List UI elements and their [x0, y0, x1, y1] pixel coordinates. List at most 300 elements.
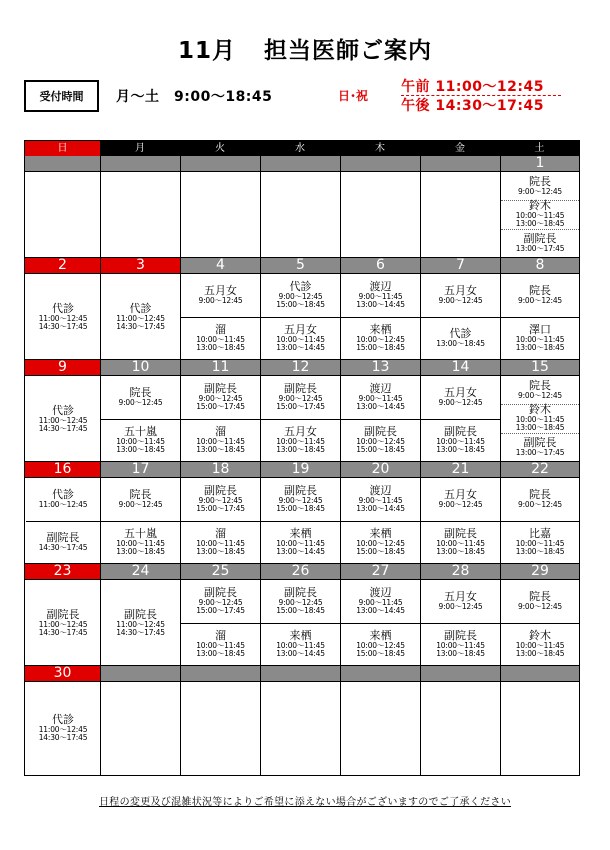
day-cell — [261, 274, 340, 359]
weekday-header-cell: 月 — [135, 143, 145, 154]
consult-hours: 10:00～11:45 — [515, 538, 565, 548]
consult-hours: 13:00～14:45 — [356, 606, 405, 616]
consult-hours: 13:00～17:45 — [515, 447, 565, 457]
date-number: 21 — [421, 462, 500, 477]
date-number: 20 — [341, 462, 420, 477]
column-divider — [260, 156, 261, 775]
consult-hours: 13:00～18:45 — [196, 342, 245, 352]
date-number: 28 — [421, 564, 500, 579]
consult-hours: 10:00～12:45 — [356, 538, 405, 548]
doctor-slot — [261, 317, 340, 360]
doctor-slot — [101, 376, 180, 419]
consult-hours: 13:00～14:45 — [356, 300, 405, 310]
slot-divider — [501, 623, 579, 624]
consult-hours: 9:00～12:45 — [198, 394, 243, 404]
doctor-slot — [421, 521, 500, 564]
doctor-name: 副院長 — [523, 231, 557, 245]
consult-hours: 9:00～12:45 — [118, 500, 163, 510]
consult-hours: 15:00～17:45 — [196, 606, 245, 616]
doctor-name: 副院長 — [284, 586, 317, 600]
consult-hours: 14:30～17:45 — [38, 423, 88, 433]
date-number: 15 — [501, 360, 579, 375]
consult-hours: 15:00～18:45 — [276, 300, 325, 310]
date-number: 6 — [341, 258, 420, 273]
weekday-header-cell: 土 — [534, 143, 545, 154]
consult-hours: 10:00～11:45 — [515, 415, 565, 425]
doctor-slot — [261, 478, 340, 521]
date-number: 8 — [501, 258, 579, 273]
date-number — [181, 156, 260, 171]
consult-hours: 10:00～11:45 — [196, 640, 245, 650]
date-number: 1 — [501, 156, 579, 171]
consult-hours: 13:00～18:45 — [436, 648, 485, 658]
doctor-slot — [421, 274, 500, 317]
doctor-name: 来栖 — [289, 526, 312, 540]
consult-hours: 15:00～17:45 — [196, 402, 245, 412]
consult-hours: 10:00～11:45 — [515, 211, 565, 221]
doctor-name: 副院長 — [444, 424, 477, 438]
date-number — [101, 156, 180, 171]
day-cell — [501, 274, 579, 359]
doctor-name: 五月女 — [444, 590, 477, 604]
doctor-slot — [261, 376, 340, 419]
schedule-calendar — [24, 140, 580, 776]
date-number: 27 — [341, 564, 420, 579]
day-cell — [26, 376, 100, 461]
consult-hours: 15:00～17:45 — [196, 504, 245, 514]
consult-hours: 13:00～14:45 — [276, 648, 325, 658]
doctor-slot — [501, 274, 579, 317]
page-title — [0, 32, 610, 65]
slot-divider — [341, 317, 420, 318]
consult-hours: 11:00～12:45 — [116, 313, 165, 323]
day-cell — [261, 580, 340, 665]
consult-hours: 10:00～11:45 — [116, 436, 165, 446]
consult-hours: 10:00～12:45 — [356, 436, 405, 446]
doctor-name: 五月女 — [444, 386, 477, 400]
doctor-slot — [501, 580, 579, 623]
consult-hours: 15:00～18:45 — [276, 606, 325, 616]
doctor-slot — [181, 419, 260, 462]
slot-divider — [501, 433, 579, 434]
column-divider — [500, 156, 501, 775]
slot-divider — [501, 229, 579, 230]
consult-hours: 13:00～18:45 — [515, 648, 565, 658]
consult-hours: 10:00～11:45 — [276, 334, 325, 344]
doctor-slot — [341, 317, 420, 360]
day-cell — [421, 172, 500, 257]
date-number: 30 — [25, 666, 100, 681]
doctor-slot — [341, 274, 420, 317]
doctor-slot — [101, 419, 180, 462]
day-cell — [501, 580, 579, 665]
slot-divider — [421, 521, 500, 522]
consult-hours: 13:00～18:45 — [116, 546, 165, 556]
day-cell — [181, 172, 260, 257]
doctor-name: 代診 — [129, 301, 152, 315]
day-cell — [421, 478, 500, 563]
consult-hours: 14:30～17:45 — [116, 321, 165, 331]
doctor-slot — [501, 317, 579, 360]
slot-divider — [501, 317, 579, 318]
doctor-slot — [181, 521, 260, 564]
day-cell — [501, 682, 579, 774]
doctor-slot — [501, 623, 579, 666]
doctor-name: 副院長 — [523, 435, 557, 449]
column-divider — [340, 156, 341, 775]
doctor-slot — [421, 623, 500, 666]
doctor-slot — [101, 580, 180, 665]
day-cell — [101, 682, 180, 774]
consult-hours: 13:00～18:45 — [276, 444, 325, 454]
slot-divider — [181, 419, 260, 420]
day-cell — [181, 682, 260, 774]
doctor-name: 代診 — [52, 713, 74, 726]
consult-hours: 9:00～12:45 — [278, 292, 323, 302]
date-number: 26 — [261, 564, 340, 579]
doctor-slot — [26, 580, 100, 665]
consult-hours: 9:00～12:45 — [518, 500, 562, 510]
doctor-name: 渡辺 — [369, 382, 392, 396]
consult-hours: 10:00～11:45 — [276, 538, 325, 548]
holiday-label: 日･祝 — [338, 89, 369, 103]
doctor-slot — [101, 478, 180, 521]
day-cell — [421, 580, 500, 665]
doctor-name: 鈴木 — [529, 403, 551, 417]
holiday-am-hours: 午前 11:00～12:45 — [401, 79, 545, 95]
doctor-slot — [181, 317, 260, 360]
doctor-name: 溜 — [215, 322, 226, 336]
day-cell — [261, 478, 340, 563]
day-cell — [421, 682, 500, 774]
doctor-slot — [181, 623, 260, 666]
date-number: 22 — [501, 462, 579, 477]
date-number — [181, 666, 260, 681]
day-cell — [421, 376, 500, 461]
consult-hours: 13:00～18:45 — [515, 342, 565, 352]
doctor-name: 代診 — [52, 403, 74, 417]
consult-hours: 13:00～18:45 — [436, 338, 485, 348]
doctor-slot — [501, 478, 579, 521]
consult-hours: 13:00～18:45 — [515, 546, 565, 556]
consult-hours: 15:00～17:45 — [276, 402, 325, 412]
slot-divider — [261, 521, 340, 522]
date-number — [341, 666, 420, 681]
doctor-name: 院長 — [529, 379, 551, 393]
doctor-name: 院長 — [529, 284, 551, 298]
doctor-slot — [101, 521, 180, 564]
date-number: 29 — [501, 564, 579, 579]
consult-hours: 10:00～12:45 — [356, 640, 405, 650]
date-number — [421, 666, 500, 681]
doctor-slot — [26, 682, 100, 774]
consult-hours: 13:00～18:45 — [515, 423, 565, 433]
doctor-name: 五十嵐 — [124, 424, 157, 438]
consult-hours: 9:00～12:45 — [438, 296, 483, 306]
date-number: 17 — [101, 462, 180, 477]
date-number: 3 — [101, 258, 180, 273]
day-cell — [341, 376, 420, 461]
doctor-slot — [181, 274, 260, 317]
doctor-name: 渡辺 — [369, 280, 392, 294]
doctor-name: 渡辺 — [369, 586, 392, 600]
consult-hours: 14:30～17:45 — [38, 627, 88, 637]
day-cell — [26, 274, 100, 359]
doctor-slot — [341, 376, 420, 419]
day-cell — [101, 580, 180, 665]
consult-hours: 13:00～17:45 — [515, 243, 565, 253]
date-number: 12 — [261, 360, 340, 375]
doctor-name: 院長 — [529, 488, 551, 502]
day-cell — [501, 172, 579, 257]
title-month: 11月 — [177, 38, 236, 64]
consult-hours: 9:00～12:45 — [198, 296, 243, 306]
consult-hours: 9:00～12:45 — [438, 602, 483, 612]
doctor-name: 副院長 — [204, 484, 237, 498]
consult-hours: 15:00～18:45 — [356, 546, 405, 556]
consult-hours: 11:00～12:45 — [38, 619, 88, 629]
day-cell — [181, 274, 260, 359]
doctor-slot — [181, 376, 260, 419]
doctor-slot — [421, 317, 500, 360]
day-cell — [261, 682, 340, 774]
reception-label: 受付時間 — [24, 80, 99, 112]
column-divider — [420, 156, 421, 775]
consult-hours: 10:00～11:45 — [515, 334, 565, 344]
doctor-name: 来栖 — [369, 526, 392, 540]
slot-divider — [26, 521, 100, 522]
consult-hours: 11:00～12:45 — [38, 313, 88, 323]
doctor-slot — [181, 580, 260, 623]
weekday-header-cell: 火 — [215, 143, 225, 154]
doctor-slot — [341, 623, 420, 666]
day-cell — [26, 478, 100, 563]
consult-hours: 9:00～12:45 — [198, 496, 243, 506]
date-number — [261, 666, 340, 681]
slot-divider — [181, 623, 260, 624]
doctor-name: 副院長 — [444, 628, 477, 642]
doctor-name: 五十嵐 — [124, 526, 157, 540]
consult-hours: 14:30～17:45 — [38, 733, 88, 742]
consult-hours: 9:00～12:45 — [198, 598, 243, 608]
doctor-slot — [341, 580, 420, 623]
date-number — [101, 666, 180, 681]
consult-hours: 14:30～17:45 — [116, 627, 165, 637]
doctor-name: 副院長 — [204, 382, 237, 396]
date-number: 23 — [25, 564, 100, 579]
doctor-name: 副院長 — [124, 607, 157, 621]
day-cell — [341, 580, 420, 665]
day-cell — [341, 682, 420, 774]
consult-hours: 9:00～12:45 — [278, 598, 323, 608]
consult-hours: 13:00～14:45 — [356, 402, 405, 412]
consult-hours: 11:00～12:45 — [38, 725, 88, 734]
consult-hours: 10:00～11:45 — [436, 436, 485, 446]
doctor-name: 副院長 — [46, 530, 80, 544]
slot-divider — [101, 419, 180, 420]
doctor-slot — [181, 478, 260, 521]
date-number — [501, 666, 579, 681]
doctor-name: 副院長 — [46, 607, 80, 621]
date-number: 13 — [341, 360, 420, 375]
doctor-name: 院長 — [129, 386, 152, 400]
consult-hours: 9:00～12:45 — [278, 496, 323, 506]
doctor-slot — [501, 404, 579, 432]
date-number: 5 — [261, 258, 340, 273]
doctor-name: 院長 — [129, 488, 152, 502]
footer-note: 日程の変更及び混雑状況等によりご希望に添えない場合がございますのでご了承ください — [99, 797, 511, 808]
consult-hours: 13:00～18:45 — [436, 444, 485, 454]
doctor-slot — [341, 419, 420, 462]
doctor-slot — [261, 274, 340, 317]
consult-hours: 9:00～12:45 — [518, 187, 562, 197]
day-cell — [181, 376, 260, 461]
doctor-slot — [421, 376, 500, 419]
consult-hours: 13:00～18:45 — [116, 444, 165, 454]
doctor-name: 来栖 — [369, 322, 392, 336]
doctor-slot — [26, 376, 100, 461]
slot-divider — [261, 419, 340, 420]
date-number: 2 — [25, 258, 100, 273]
consult-hours: 9:00～11:45 — [358, 394, 403, 404]
doctor-name: 鈴木 — [529, 628, 551, 642]
doctor-name: 鈴木 — [529, 199, 551, 213]
day-cell — [341, 172, 420, 257]
doctor-name: 渡辺 — [369, 484, 392, 498]
consult-hours: 13:00～18:45 — [196, 546, 245, 556]
doctor-slot — [501, 229, 579, 257]
day-cell — [101, 274, 180, 359]
slot-divider — [181, 317, 260, 318]
weekday-hours: 月～土 9:00～18:45 — [116, 89, 273, 105]
slot-divider — [501, 404, 579, 405]
consult-hours: 13:00～18:45 — [515, 219, 565, 229]
day-cell — [181, 478, 260, 563]
day-cell — [101, 478, 180, 563]
doctor-name: 代診 — [449, 326, 472, 340]
consult-hours: 9:00～11:45 — [358, 292, 403, 302]
date-number — [421, 156, 500, 171]
doctor-slot — [501, 200, 579, 228]
doctor-slot — [26, 521, 100, 564]
consult-hours: 10:00～11:45 — [196, 334, 245, 344]
slot-divider — [101, 521, 180, 522]
doctor-slot — [421, 580, 500, 623]
date-number: 4 — [181, 258, 260, 273]
doctor-slot — [421, 419, 500, 462]
doctor-name: 五月女 — [444, 488, 477, 502]
day-cell — [261, 172, 340, 257]
date-number: 11 — [181, 360, 260, 375]
slot-divider — [501, 200, 579, 201]
consult-hours: 9:00～11:45 — [358, 598, 403, 608]
slot-divider — [501, 521, 579, 522]
doctor-name: 副院長 — [284, 382, 317, 396]
consult-hours: 10:00～11:45 — [196, 538, 245, 548]
doctor-slot — [101, 274, 180, 359]
slot-divider — [261, 623, 340, 624]
doctor-name: 副院長 — [204, 586, 237, 600]
title-text: 担当医師ご案内 — [264, 38, 432, 64]
consult-hours: 10:00～11:45 — [515, 640, 565, 650]
date-number: 19 — [261, 462, 340, 477]
doctor-name: 代診 — [52, 488, 74, 502]
day-cell — [26, 580, 100, 665]
weekday-header-cell: 水 — [295, 143, 305, 154]
consult-hours: 9:00～11:45 — [358, 496, 403, 506]
consult-hours: 13:00～18:45 — [196, 648, 245, 658]
doctor-name: 五月女 — [204, 284, 237, 298]
column-divider — [180, 156, 181, 775]
doctor-name: 五月女 — [444, 284, 477, 298]
date-number: 14 — [421, 360, 500, 375]
slot-divider — [341, 419, 420, 420]
doctor-slot — [261, 521, 340, 564]
date-number: 24 — [101, 564, 180, 579]
doctor-name: 副院長 — [284, 484, 317, 498]
date-number: 10 — [101, 360, 180, 375]
day-cell — [101, 376, 180, 461]
day-cell — [101, 172, 180, 257]
consult-hours: 15:00～18:45 — [356, 444, 405, 454]
doctor-slot — [261, 623, 340, 666]
consult-hours: 15:00～18:45 — [276, 504, 325, 514]
doctor-name: 来栖 — [289, 628, 312, 642]
date-number: 7 — [421, 258, 500, 273]
consult-hours: 10:00～11:45 — [276, 436, 325, 446]
slot-divider — [421, 419, 500, 420]
consult-hours: 9:00～12:45 — [518, 296, 562, 306]
day-cell — [181, 580, 260, 665]
doctor-name: 院長 — [529, 175, 551, 189]
date-number: 16 — [25, 462, 100, 477]
weekday-header-cell: 木 — [375, 143, 385, 154]
consult-hours: 10:00～11:45 — [276, 640, 325, 650]
day-cell — [501, 376, 579, 461]
doctor-name: 五月女 — [284, 322, 317, 336]
slot-divider — [341, 521, 420, 522]
doctor-name: 副院長 — [444, 526, 477, 540]
doctor-name: 副院長 — [364, 424, 397, 438]
consult-hours: 11:00～12:45 — [116, 619, 165, 629]
date-number: 25 — [181, 564, 260, 579]
consult-hours: 13:00～14:45 — [356, 504, 405, 514]
consult-hours: 15:00～18:45 — [356, 342, 405, 352]
consult-hours: 13:00～14:45 — [276, 342, 325, 352]
date-number: 9 — [25, 360, 100, 375]
doctor-slot — [341, 521, 420, 564]
doctor-slot — [501, 172, 579, 200]
slot-divider — [421, 317, 500, 318]
consult-hours: 10:00～12:45 — [356, 334, 405, 344]
day-cell — [26, 172, 100, 257]
date-number: 18 — [181, 462, 260, 477]
consult-hours: 13:00～14:45 — [276, 546, 325, 556]
weekday-header-cell: 日 — [25, 141, 100, 156]
day-cell — [26, 682, 100, 774]
doctor-name: 代診 — [289, 280, 312, 294]
doctor-name: 比嘉 — [529, 526, 551, 540]
doctor-slot — [341, 478, 420, 521]
slot-divider — [261, 317, 340, 318]
consult-hours: 10:00～11:45 — [116, 538, 165, 548]
slot-divider — [181, 521, 260, 522]
column-divider — [100, 156, 101, 775]
doctor-name: 溜 — [215, 628, 226, 642]
consult-hours: 10:00～11:45 — [196, 436, 245, 446]
weekday-header-cell: 金 — [455, 143, 465, 154]
doctor-name: 代診 — [52, 301, 74, 315]
